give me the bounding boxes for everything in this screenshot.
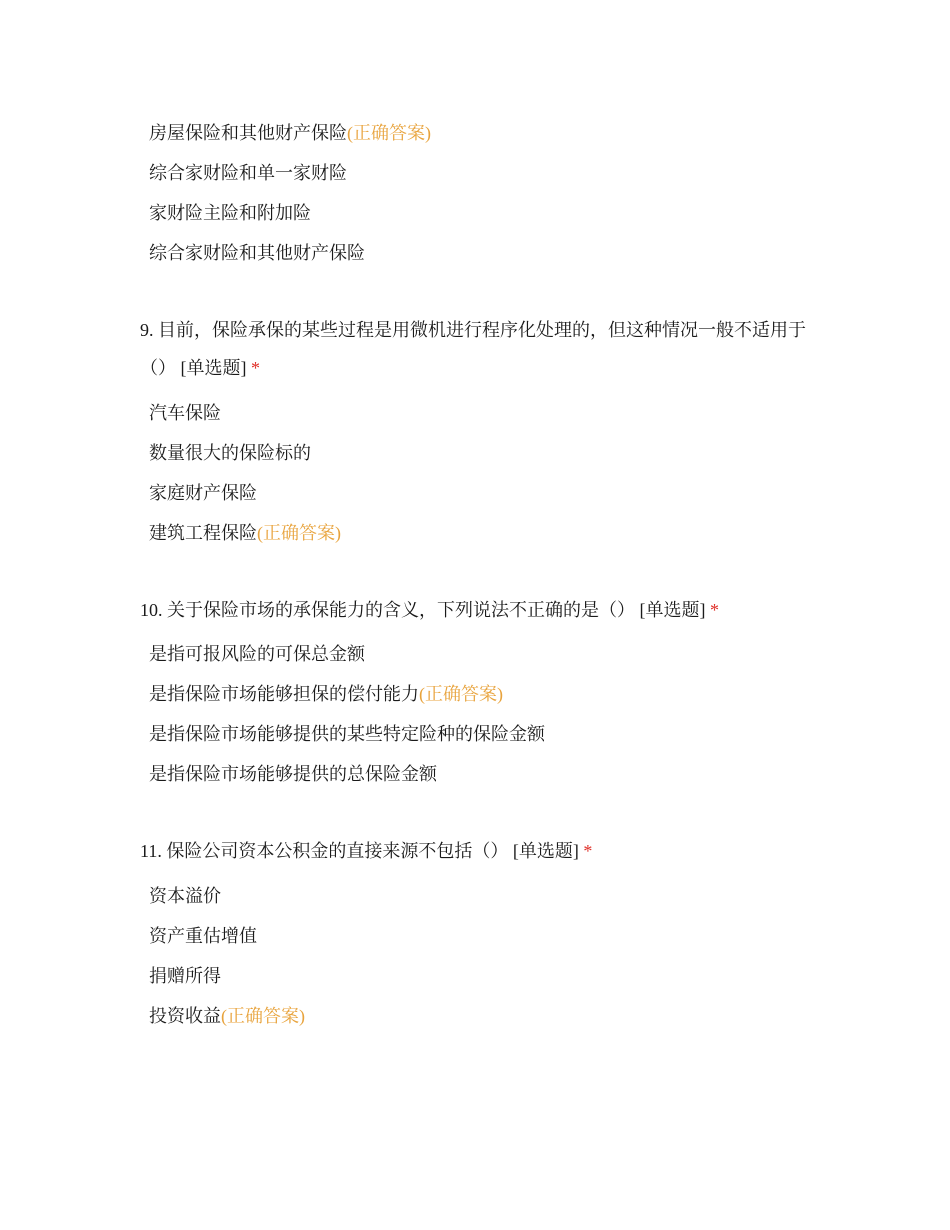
option-q10-4: [149, 762, 437, 786]
option-text: 数量很大的保险标的: [149, 443, 311, 463]
question-type: [单选题]: [180, 358, 247, 378]
option-text: 捐赠所得: [149, 966, 221, 986]
required-star: *: [251, 358, 260, 378]
question-11-title: [140, 832, 830, 870]
option-text: 是指保险市场能够提供的总保险金额: [149, 764, 437, 784]
option-text: 综合家财险和其他财产保险: [149, 243, 365, 263]
option-text: 是指可报风险的可保总金额: [149, 644, 365, 664]
option-text: 投资收益: [149, 1006, 221, 1026]
option-text: 资本溢价: [149, 886, 221, 906]
option-q11-1: [149, 884, 221, 908]
option-text: 资产重估增值: [149, 926, 257, 946]
option-q9-1: [149, 401, 221, 425]
option-text: 是指保险市场能够担保的偿付能力: [149, 684, 419, 704]
question-type: [单选题]: [512, 841, 579, 861]
correct-answer-mark: (正确答案): [221, 1006, 305, 1026]
option-q9-2: [149, 441, 311, 465]
option-q11-3: [149, 964, 221, 988]
option-q10-3: [149, 722, 545, 746]
option-prev-3: [149, 201, 311, 225]
required-star: *: [710, 600, 719, 620]
option-text: 是指保险市场能够提供的某些特定险种的保险金额: [149, 724, 545, 744]
option-q11-4: [149, 1004, 305, 1028]
question-9-title: [140, 311, 830, 387]
correct-answer-mark: (正确答案): [419, 684, 503, 704]
question-number: 9.: [140, 320, 154, 340]
question-number: 10.: [140, 600, 163, 620]
question-text: 目前，保险承保的某些过程是用微机进行程序化处理的，但这种情况一般不适用于（）: [140, 320, 806, 378]
option-text: 建筑工程保险: [149, 523, 257, 543]
option-q10-1: [149, 642, 365, 666]
question-10-title: [140, 591, 830, 629]
option-text: 家庭财产保险: [149, 483, 257, 503]
option-q11-2: [149, 924, 257, 948]
option-text: 综合家财险和单一家财险: [149, 163, 347, 183]
option-q9-3: [149, 481, 257, 505]
option-text: 汽车保险: [149, 403, 221, 423]
option-text: 房屋保险和其他财产保险: [149, 123, 347, 143]
correct-answer-mark: (正确答案): [347, 123, 431, 143]
option-q10-2: [149, 682, 503, 706]
option-prev-1: [149, 121, 431, 145]
option-text: 家财险主险和附加险: [149, 203, 311, 223]
question-text: 关于保险市场的承保能力的含义，下列说法不正确的是（）: [167, 600, 635, 620]
question-type: [单选题]: [639, 600, 706, 620]
question-text: 保险公司资本公积金的直接来源不包括（）: [166, 841, 509, 861]
required-star: *: [583, 841, 593, 861]
option-prev-2: [149, 161, 347, 185]
correct-answer-mark: (正确答案): [257, 523, 341, 543]
question-number: 11.: [140, 841, 162, 861]
option-q9-4: [149, 521, 341, 545]
option-prev-4: [149, 241, 365, 265]
